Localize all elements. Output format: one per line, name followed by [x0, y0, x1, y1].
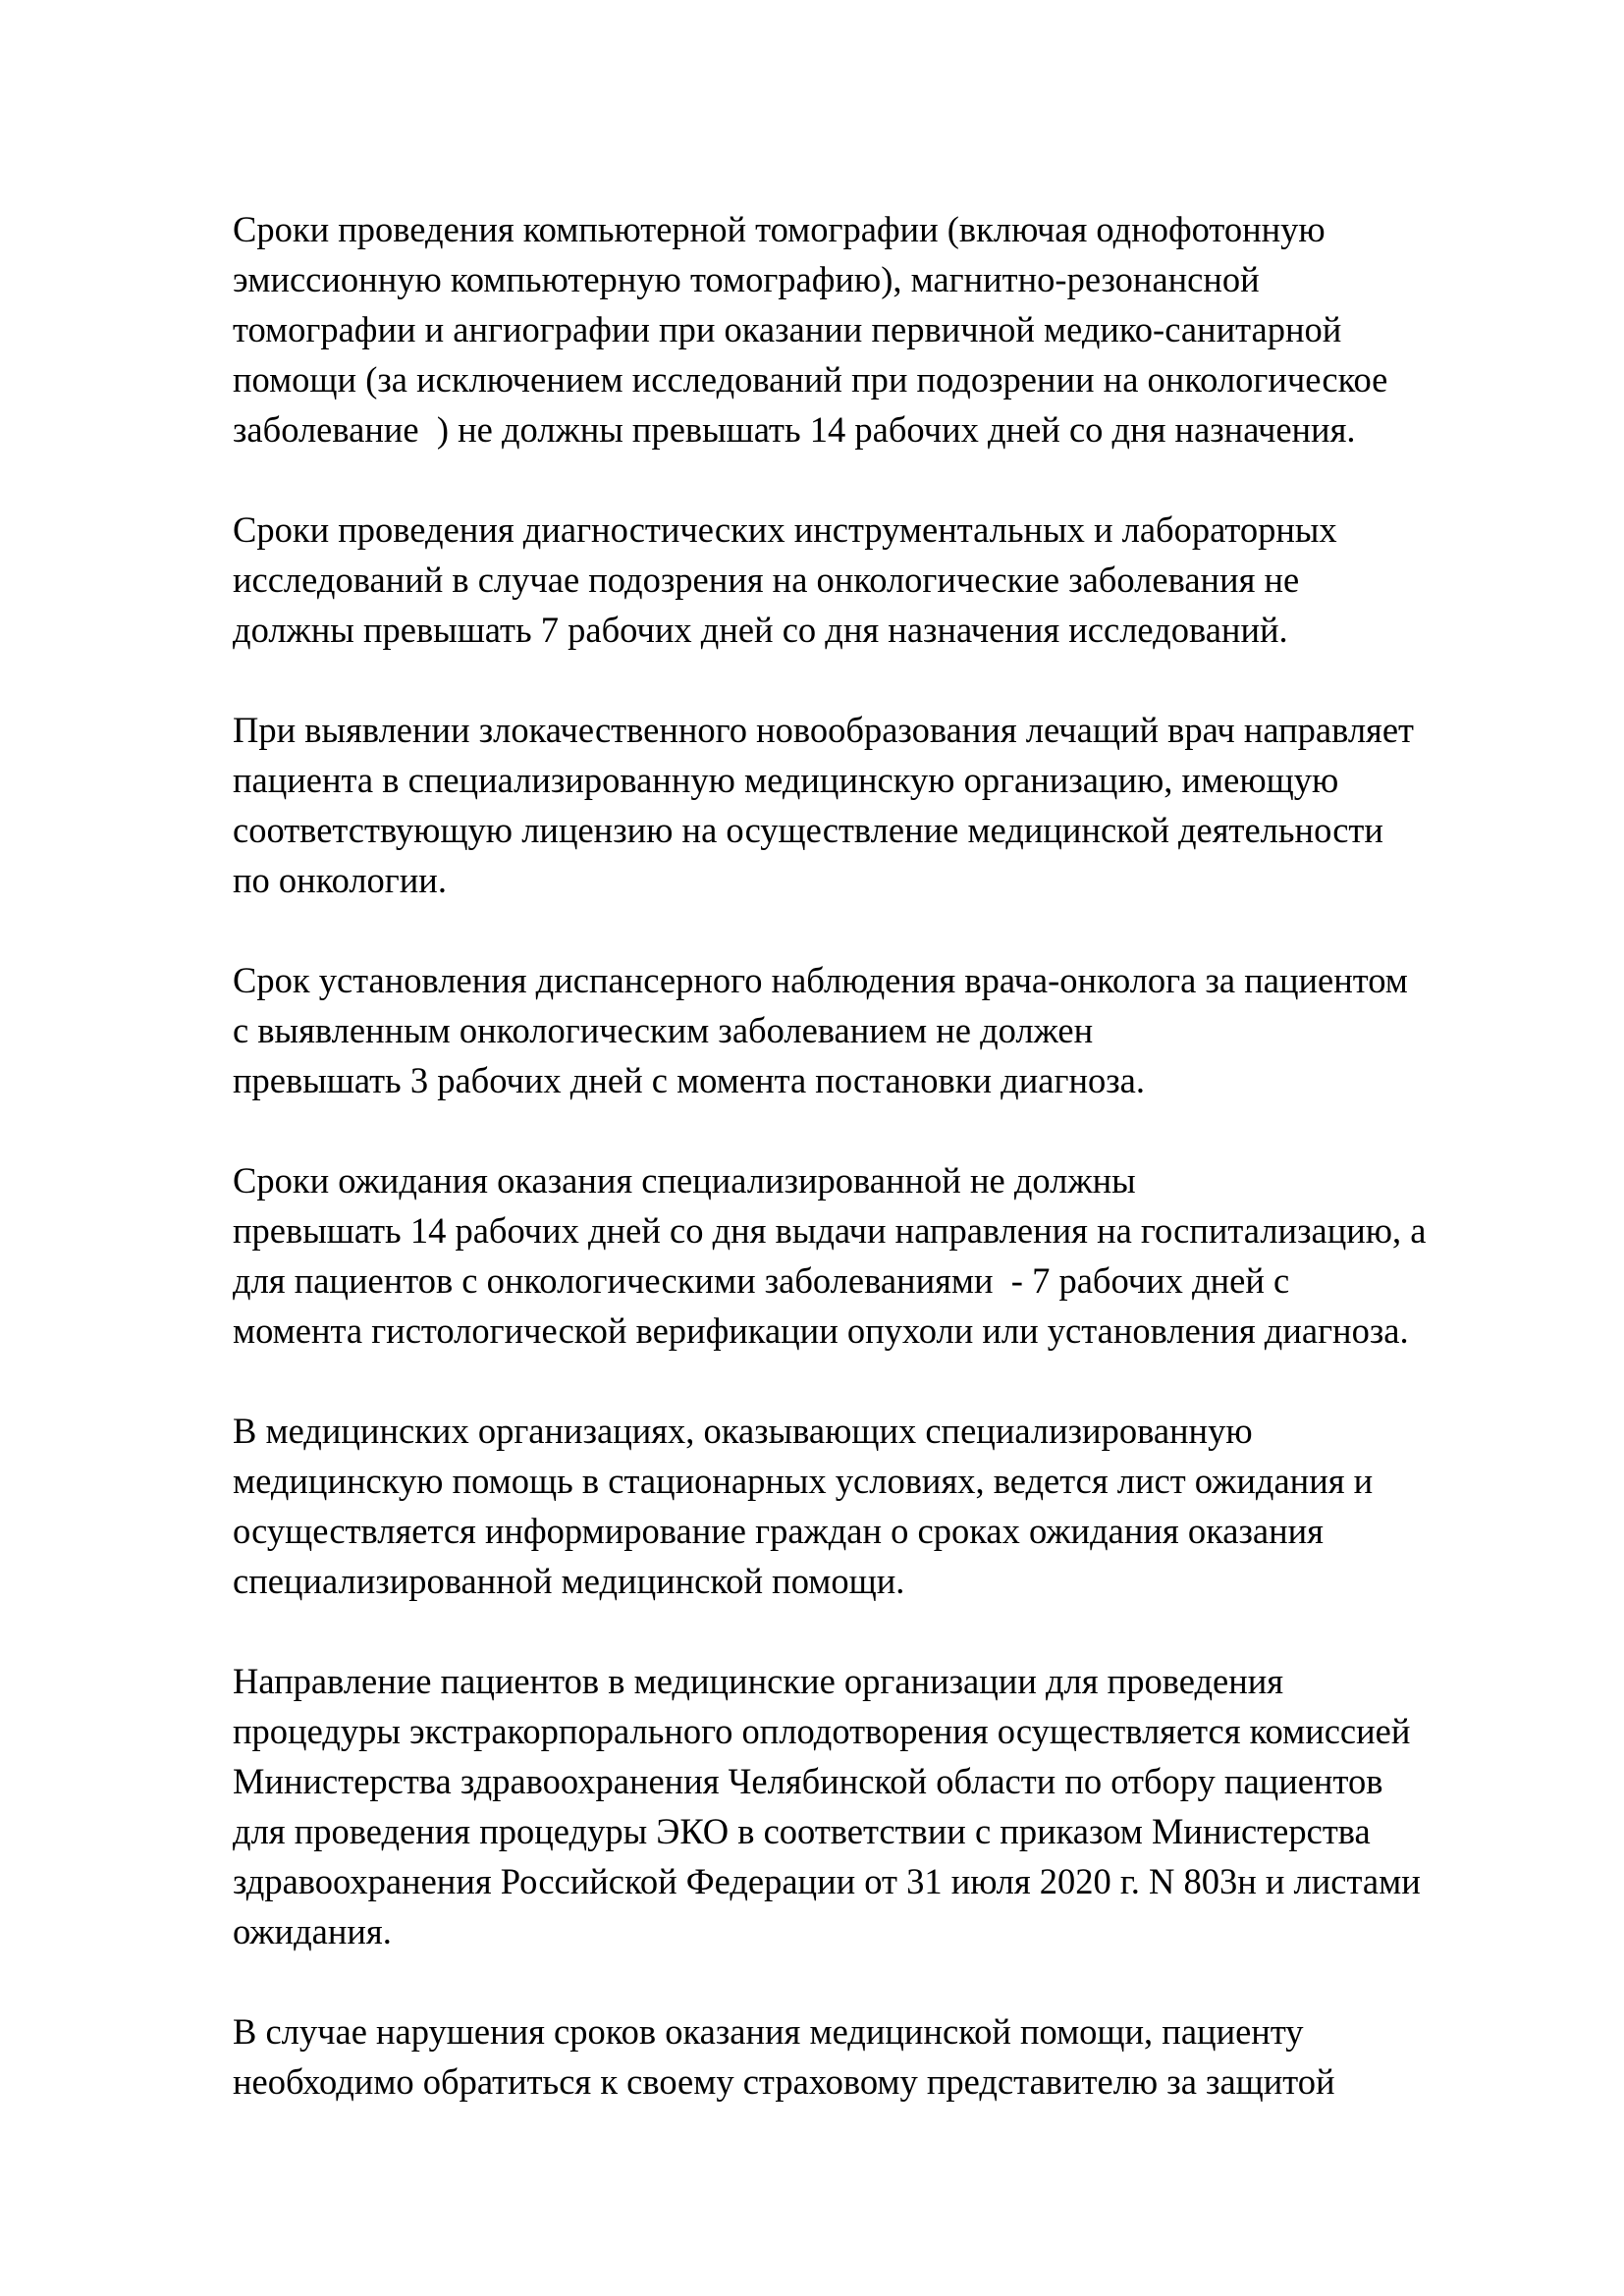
paragraph-dispensary-observation	[233, 955, 1568, 1105]
text-line: Срок установления диспансерного наблюдения врача-онколога за пациентом	[233, 960, 1408, 1000]
paragraph-referral-to-oncology	[233, 705, 1568, 905]
text-line: с выявленным онкологическим заболеванием не должен	[233, 1010, 1094, 1050]
text-line: медицинскую помощь в стационарных условиях, ведется лист ожидания и	[233, 1461, 1374, 1501]
text-line: должны превышать 7 рабочих дней со дня назначения исследований.	[233, 610, 1288, 650]
text-line: Сроки проведения компьютерной томографии (включая однофотонную	[233, 209, 1326, 249]
text-line: исследований в случае подозрения на онкологические заболевания не	[233, 560, 1300, 600]
text-line: При выявлении злокачественного новообразования лечащий врач направляет	[233, 710, 1414, 750]
text-line: заболевание ) не должны превышать 14 рабочих дней со дня назначения.	[233, 409, 1356, 450]
text-line: Министерства здравоохранения Челябинской области по отбору пациентов	[233, 1761, 1383, 1801]
text-line: Сроки ожидания оказания специализированной не должны	[233, 1160, 1136, 1201]
text-line: помощи (за исключением исследований при подозрении на онкологическое	[233, 359, 1388, 400]
text-line: Сроки проведения диагностических инструментальных и лабораторных	[233, 509, 1337, 550]
paragraph-specialized-care-waiting	[233, 1155, 1568, 1356]
text-line: превышать 3 рабочих дней с момента постановки диагноза.	[233, 1060, 1145, 1100]
text-line: соответствующую лицензию на осуществление медицинской деятельности	[233, 810, 1383, 850]
text-line: специализированной медицинской помощи.	[233, 1561, 905, 1601]
text-line: томографии и ангиографии при оказании первичной медико-санитарной	[233, 309, 1342, 349]
text-line: процедуры экстракорпорального оплодотворения осуществляется комиссией	[233, 1711, 1411, 1751]
text-line: пациента в специализированную медицинскую организацию, имеющую	[233, 760, 1339, 800]
paragraph-ct-mri-deadlines	[233, 204, 1568, 454]
text-line: эмиссионную компьютерную томографию), магнитно-резонансной	[233, 259, 1260, 299]
text-line: превышать 14 рабочих дней со дня выдачи направления на госпитализацию, а	[233, 1210, 1427, 1251]
text-line: по онкологии.	[233, 860, 447, 900]
paragraph-ivf-referral	[233, 1656, 1568, 1956]
text-line: для проведения процедуры ЭКО в соответствии с приказом Министерства	[233, 1811, 1371, 1851]
text-line: необходимо обратиться к своему страховому представителю за защитой	[233, 2061, 1335, 2102]
text-line: ожидания.	[233, 1911, 392, 1951]
text-line: осуществляется информирование граждан о сроках ожидания оказания	[233, 1511, 1324, 1551]
text-line: В случае нарушения сроков оказания медицинской помощи, пациенту	[233, 2011, 1304, 2052]
text-line: Направление пациентов в медицинские организации для проведения	[233, 1661, 1284, 1701]
text-line: для пациентов с онкологическими заболеваниями - 7 рабочих дней с	[233, 1260, 1290, 1301]
text-line: В медицинских организациях, оказывающих специализированную	[233, 1411, 1253, 1451]
text-line: здравоохранения Российской Федерации от 31 июля 2020 г. N 803н и листами	[233, 1861, 1421, 1901]
paragraph-waiting-list	[233, 1406, 1568, 1606]
paragraph-violation-of-deadlines	[233, 2006, 1568, 2107]
text-line: момента гистологической верификации опухоли или установления диагноза.	[233, 1310, 1409, 1351]
paragraph-oncology-diagnostics-deadlines	[233, 505, 1568, 655]
document-body	[233, 204, 1568, 2157]
